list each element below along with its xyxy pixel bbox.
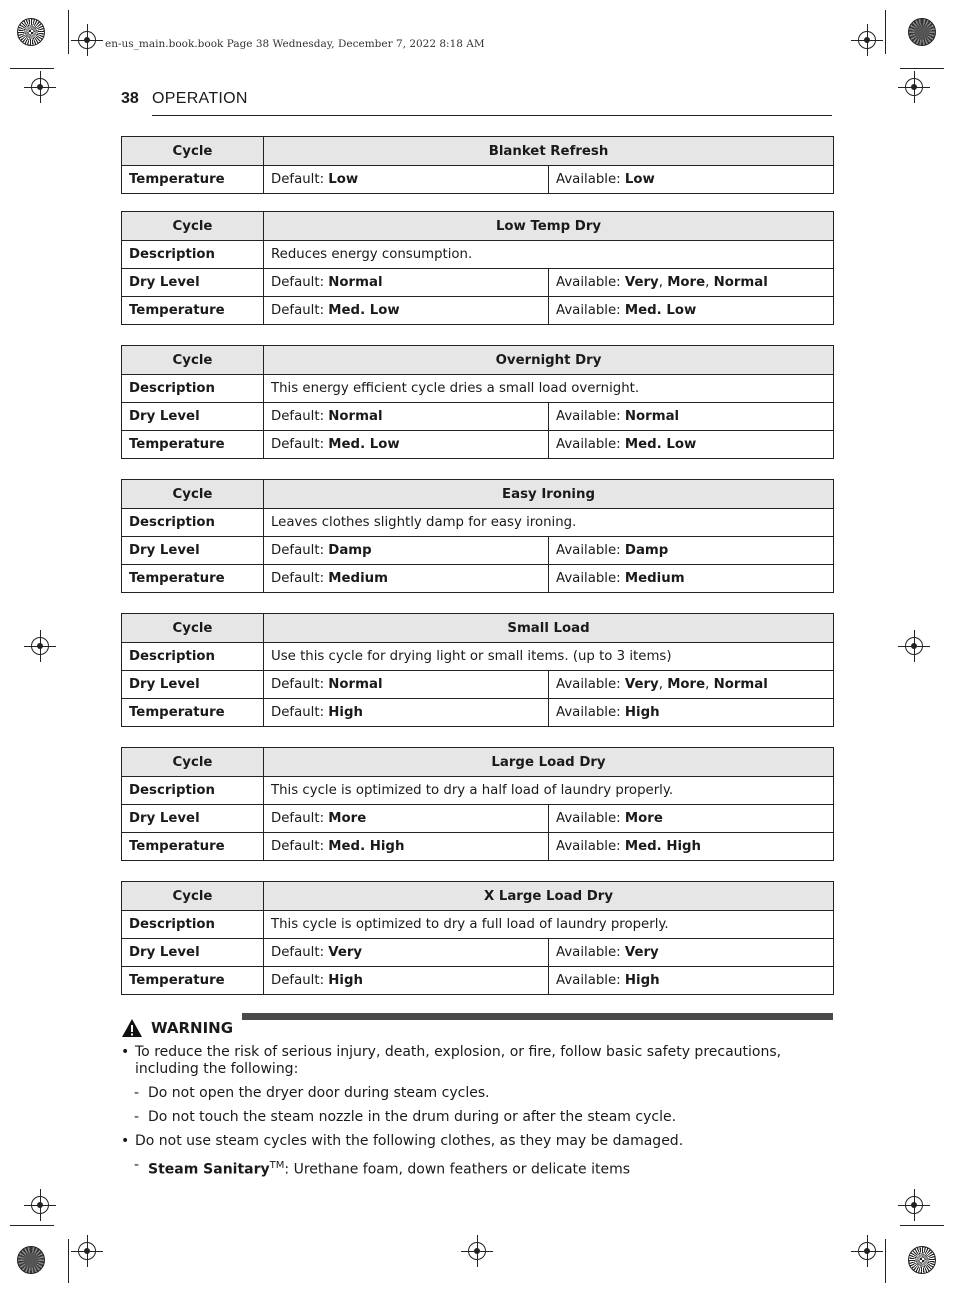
default-cell: Default: Med. High xyxy=(264,833,549,861)
temperature-label: Temperature xyxy=(122,565,264,593)
registration-starburst-icon xyxy=(908,1246,936,1274)
cycle-header-label: Cycle xyxy=(122,614,264,643)
cycle-name: Blanket Refresh xyxy=(264,137,834,166)
steam-sanitary-text: : Urethane foam, down feathers or delicate items xyxy=(284,1161,630,1178)
cycle-table-blanket-refresh xyxy=(121,136,834,194)
table-row xyxy=(122,166,834,194)
table-row xyxy=(122,911,834,939)
available-cell: Available: Very xyxy=(549,939,834,967)
table-row xyxy=(122,269,834,297)
default-cell: Default: Med. Low xyxy=(264,297,549,325)
dry-level-label: Dry Level xyxy=(122,403,264,431)
cycle-name: X Large Load Dry xyxy=(264,882,834,911)
available-cell: Available: Normal xyxy=(549,403,834,431)
cycle-table-x-large-load-dry xyxy=(121,881,834,995)
registration-target-icon xyxy=(858,1242,876,1260)
default-cell: Default: Low xyxy=(264,166,549,194)
registration-target-icon xyxy=(31,78,49,96)
temperature-label: Temperature xyxy=(122,431,264,459)
available-cell: Available: Very, More, Normal xyxy=(549,671,834,699)
list-item: • To reduce the risk of serious injury, death, explosion, or fire, follow basic safety precautions, including the following: xyxy=(121,1044,833,1078)
description-cell: Use this cycle for drying light or small items. (up to 3 items) xyxy=(264,643,834,671)
available-cell: Available: Damp xyxy=(549,537,834,565)
cycle-name: Low Temp Dry xyxy=(264,212,834,241)
description-label: Description xyxy=(122,509,264,537)
list-item xyxy=(121,1157,833,1179)
table-row xyxy=(122,375,834,403)
registration-target-icon xyxy=(78,1242,96,1260)
default-cell: Default: Very xyxy=(264,939,549,967)
cycle-name: Easy Ironing xyxy=(264,480,834,509)
table-row xyxy=(122,882,834,911)
table-row xyxy=(122,403,834,431)
description-cell: Reduces energy consumption. xyxy=(264,241,834,269)
available-cell: Available: Med. Low xyxy=(549,431,834,459)
cycle-name: Large Load Dry xyxy=(264,748,834,777)
available-cell: Available: Medium xyxy=(549,565,834,593)
cycle-table-low-temp-dry xyxy=(121,211,834,325)
temperature-label: Temperature xyxy=(122,699,264,727)
description-label: Description xyxy=(122,241,264,269)
available-cell: Available: Med. Low xyxy=(549,297,834,325)
table-row xyxy=(122,671,834,699)
table-row xyxy=(122,939,834,967)
dry-level-label: Dry Level xyxy=(122,269,264,297)
table-row xyxy=(122,699,834,727)
table-row xyxy=(122,614,834,643)
table-row xyxy=(122,777,834,805)
table-row xyxy=(122,480,834,509)
default-cell: Default: High xyxy=(264,699,549,727)
table-row xyxy=(122,643,834,671)
print-slug: en-us_main.book.book Page 38 Wednesday, December 7, 2022 8:18 AM xyxy=(105,38,485,50)
available-cell: Available: High xyxy=(549,967,834,995)
cycle-header-label: Cycle xyxy=(122,882,264,911)
table-row xyxy=(122,137,834,166)
table-row xyxy=(122,241,834,269)
description-cell: This cycle is optimized to dry a full load of laundry properly. xyxy=(264,911,834,939)
warning-title-text: WARNING xyxy=(151,1019,234,1037)
dry-level-label: Dry Level xyxy=(122,939,264,967)
steam-sanitary-label: Steam Sanitary xyxy=(148,1161,270,1178)
description-label: Description xyxy=(122,777,264,805)
cycle-table-overnight-dry xyxy=(121,345,834,459)
table-row xyxy=(122,509,834,537)
registration-target-icon xyxy=(905,1196,923,1214)
warning-triangle-icon xyxy=(121,1018,143,1038)
temperature-label: Temperature xyxy=(122,967,264,995)
description-cell: Leaves clothes slightly damp for easy ironing. xyxy=(264,509,834,537)
cycle-table-large-load-dry xyxy=(121,747,834,861)
table-row xyxy=(122,212,834,241)
page-number: 38 xyxy=(121,90,139,107)
warning-bar xyxy=(242,1013,833,1020)
list-item: • Do not use steam cycles with the following clothes, as they may be damaged. xyxy=(121,1133,833,1150)
dry-level-label: Dry Level xyxy=(122,537,264,565)
table-row xyxy=(122,346,834,375)
page-header xyxy=(121,90,832,116)
registration-target-icon xyxy=(858,31,876,49)
list-item: - Do not touch the steam nozzle in the drum during or after the steam cycle. xyxy=(121,1109,833,1126)
default-cell: Default: Medium xyxy=(264,565,549,593)
available-cell: Available: Med. High xyxy=(549,833,834,861)
default-cell: Default: Damp xyxy=(264,537,549,565)
default-cell: Default: Normal xyxy=(264,269,549,297)
table-row xyxy=(122,833,834,861)
header-rule xyxy=(152,115,832,116)
registration-target-icon xyxy=(905,78,923,96)
available-cell: Available: Very, More, Normal xyxy=(549,269,834,297)
default-cell: Default: Normal xyxy=(264,671,549,699)
cycle-header-label: Cycle xyxy=(122,346,264,375)
warning-list xyxy=(121,1044,833,1186)
table-row xyxy=(122,805,834,833)
cycle-name: Small Load xyxy=(264,614,834,643)
warning-title xyxy=(121,1018,233,1038)
registration-starburst-icon xyxy=(17,1246,45,1274)
temperature-label: Temperature xyxy=(122,833,264,861)
registration-starburst-icon xyxy=(908,18,936,46)
registration-target-icon xyxy=(905,637,923,655)
trademark-sup: TM xyxy=(269,1160,285,1171)
default-cell: Default: High xyxy=(264,967,549,995)
description-label: Description xyxy=(122,911,264,939)
available-cell: Available: High xyxy=(549,699,834,727)
description-cell: This cycle is optimized to dry a half load of laundry properly. xyxy=(264,777,834,805)
description-label: Description xyxy=(122,643,264,671)
cycle-table-easy-ironing xyxy=(121,479,834,593)
table-row xyxy=(122,748,834,777)
table-row xyxy=(122,967,834,995)
default-cell: Default: Med. Low xyxy=(264,431,549,459)
cycle-table-small-load xyxy=(121,613,834,727)
cycle-header-label: Cycle xyxy=(122,480,264,509)
available-cell: Available: Low xyxy=(549,166,834,194)
registration-target-icon xyxy=(31,637,49,655)
list-item: - Do not open the dryer door during steam cycles. xyxy=(121,1085,833,1102)
description-cell: This energy efficient cycle dries a small load overnight. xyxy=(264,375,834,403)
table-row xyxy=(122,565,834,593)
table-row xyxy=(122,537,834,565)
registration-target-icon xyxy=(78,31,96,49)
cycle-header-label: Cycle xyxy=(122,137,264,166)
table-row xyxy=(122,431,834,459)
registration-target-icon xyxy=(468,1242,486,1260)
available-cell: Available: More xyxy=(549,805,834,833)
cycle-header-label: Cycle xyxy=(122,212,264,241)
registration-starburst-icon xyxy=(17,18,45,46)
dry-level-label: Dry Level xyxy=(122,671,264,699)
cycle-header-label: Cycle xyxy=(122,748,264,777)
temperature-label: Temperature xyxy=(122,297,264,325)
temperature-label: Temperature xyxy=(122,166,264,194)
table-row xyxy=(122,297,834,325)
dry-level-label: Dry Level xyxy=(122,805,264,833)
section-title: OPERATION xyxy=(152,90,248,107)
registration-target-icon xyxy=(31,1196,49,1214)
description-label: Description xyxy=(122,375,264,403)
default-cell: Default: Normal xyxy=(264,403,549,431)
default-cell: Default: More xyxy=(264,805,549,833)
cycle-name: Overnight Dry xyxy=(264,346,834,375)
